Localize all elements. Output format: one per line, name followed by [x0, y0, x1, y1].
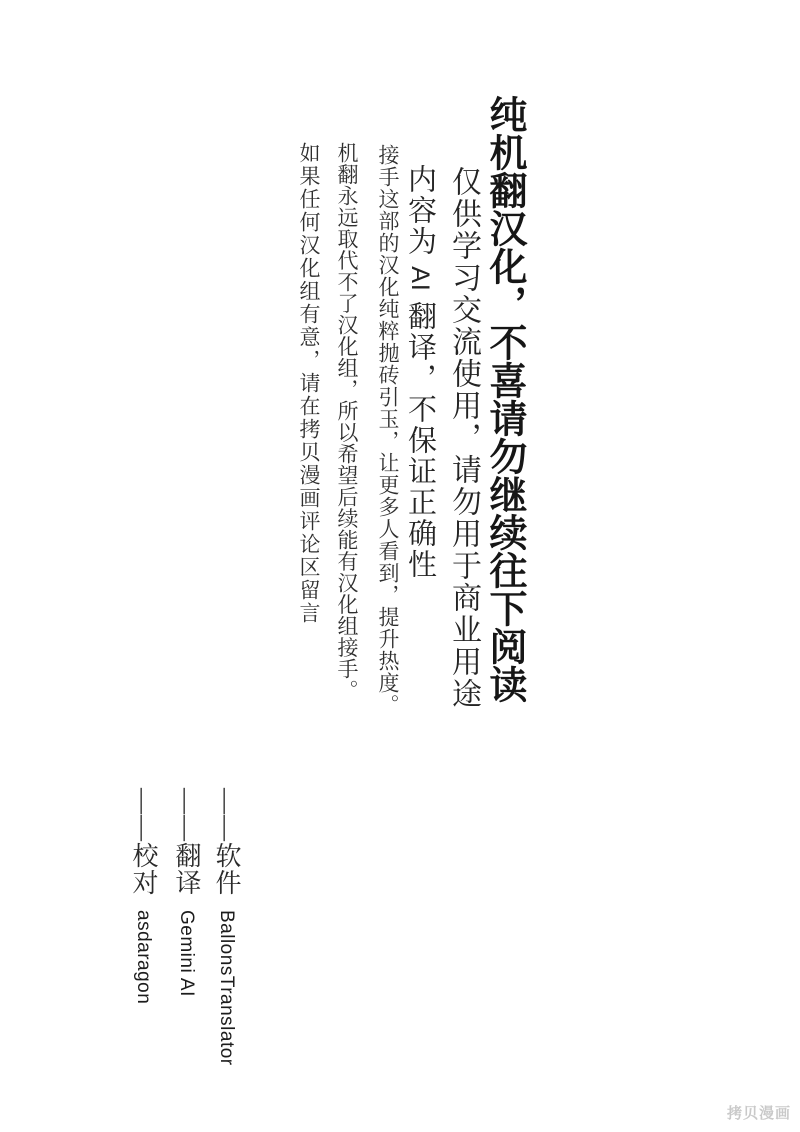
copymanga-watermark: 拷贝漫画 — [726, 1105, 791, 1122]
paragraph-machine-translation: 机翻永远取代不了汉化组，所以希望后续能有汉化组接手。 — [335, 142, 359, 701]
credit-translator-name: Gemini AI — [176, 910, 197, 997]
credit-software-role: 软件 — [212, 842, 241, 896]
credit-software — [213, 788, 239, 1066]
credit-software-name: BallonsTranslator — [216, 910, 237, 1066]
credit-translator-role: 翻译 — [172, 842, 201, 896]
ai-note-latin: AI — [406, 266, 434, 292]
ai-note-prefix: 内容为 — [404, 164, 436, 267]
ai-note — [405, 164, 434, 580]
usage-note: 仅供学习交流使用，请勿用于商业用途 — [447, 166, 480, 710]
credit-translator — [173, 788, 199, 997]
credit-translator-dash: —— — [172, 788, 201, 842]
credit-proofreader-name: asdaragon — [133, 910, 154, 1005]
credit-proofreader-role: 校对 — [129, 842, 158, 896]
ai-note-suffix: 翻译，不保证正确性 — [404, 291, 436, 581]
credit-proofreader-dash: —— — [129, 788, 158, 842]
paragraph-contact: 如果任何汉化组有意，请在拷贝漫画评论区留言 — [297, 142, 321, 625]
main-title: 纯机翻汉化，不喜请勿继续往下阅读 — [483, 95, 525, 703]
credit-software-dash: —— — [212, 788, 241, 842]
credit-proofreader — [130, 788, 156, 1004]
paragraph-takeover: 接手这部的汉化纯粹抛砖引玉，让更多人看到，提升热度。 — [376, 144, 400, 716]
